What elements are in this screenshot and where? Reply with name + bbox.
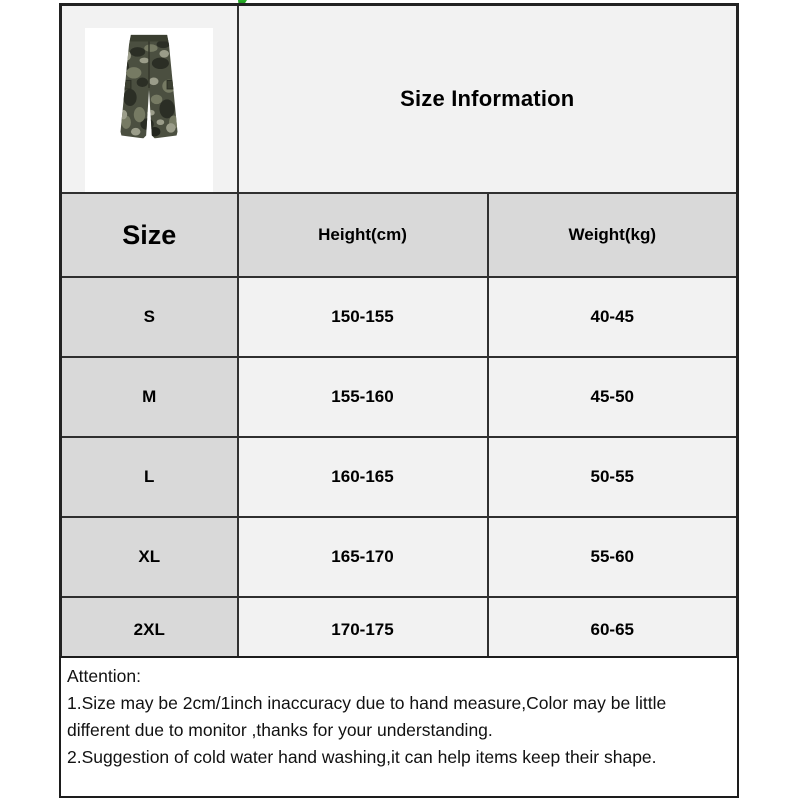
attention-heading: Attention: (67, 666, 141, 686)
page-title: Size Information (400, 86, 575, 111)
table-row (61, 517, 738, 597)
table-row (61, 597, 738, 663)
table-header-row (61, 193, 738, 277)
title-cell (238, 5, 738, 194)
height-value: 170-175 (238, 597, 488, 663)
attention-note (59, 656, 739, 798)
height-value: 160-165 (238, 437, 488, 517)
product-photo-cell (61, 5, 238, 194)
size-label: XL (61, 517, 238, 597)
weight-value: 50-55 (488, 437, 738, 517)
table-row (61, 357, 738, 437)
table-row (61, 437, 738, 517)
column-header-size: Size (61, 193, 238, 277)
height-value: 165-170 (238, 517, 488, 597)
weight-value: 40-45 (488, 277, 738, 357)
size-label: S (61, 277, 238, 357)
banner-row (61, 5, 738, 194)
product-photo (85, 28, 213, 192)
attention-line-2: 2.Suggestion of cold water hand washing,it can help items keep their shape. (67, 747, 657, 767)
weight-value: 60-65 (488, 597, 738, 663)
column-header-weight: Weight(kg) (488, 193, 738, 277)
column-header-height: Height(cm) (238, 193, 488, 277)
size-label: M (61, 357, 238, 437)
attention-line-1: 1.Size may be 2cm/1inch inaccuracy due to hand measure,Color may be little different due to monitor ,thanks for your understanding. (67, 693, 667, 740)
size-label: L (61, 437, 238, 517)
table-row (61, 277, 738, 357)
size-table (59, 3, 739, 665)
height-value: 155-160 (238, 357, 488, 437)
camo-shorts-image (111, 28, 187, 148)
weight-value: 55-60 (488, 517, 738, 597)
size-label: 2XL (61, 597, 238, 663)
height-value: 150-155 (238, 277, 488, 357)
weight-value: 45-50 (488, 357, 738, 437)
